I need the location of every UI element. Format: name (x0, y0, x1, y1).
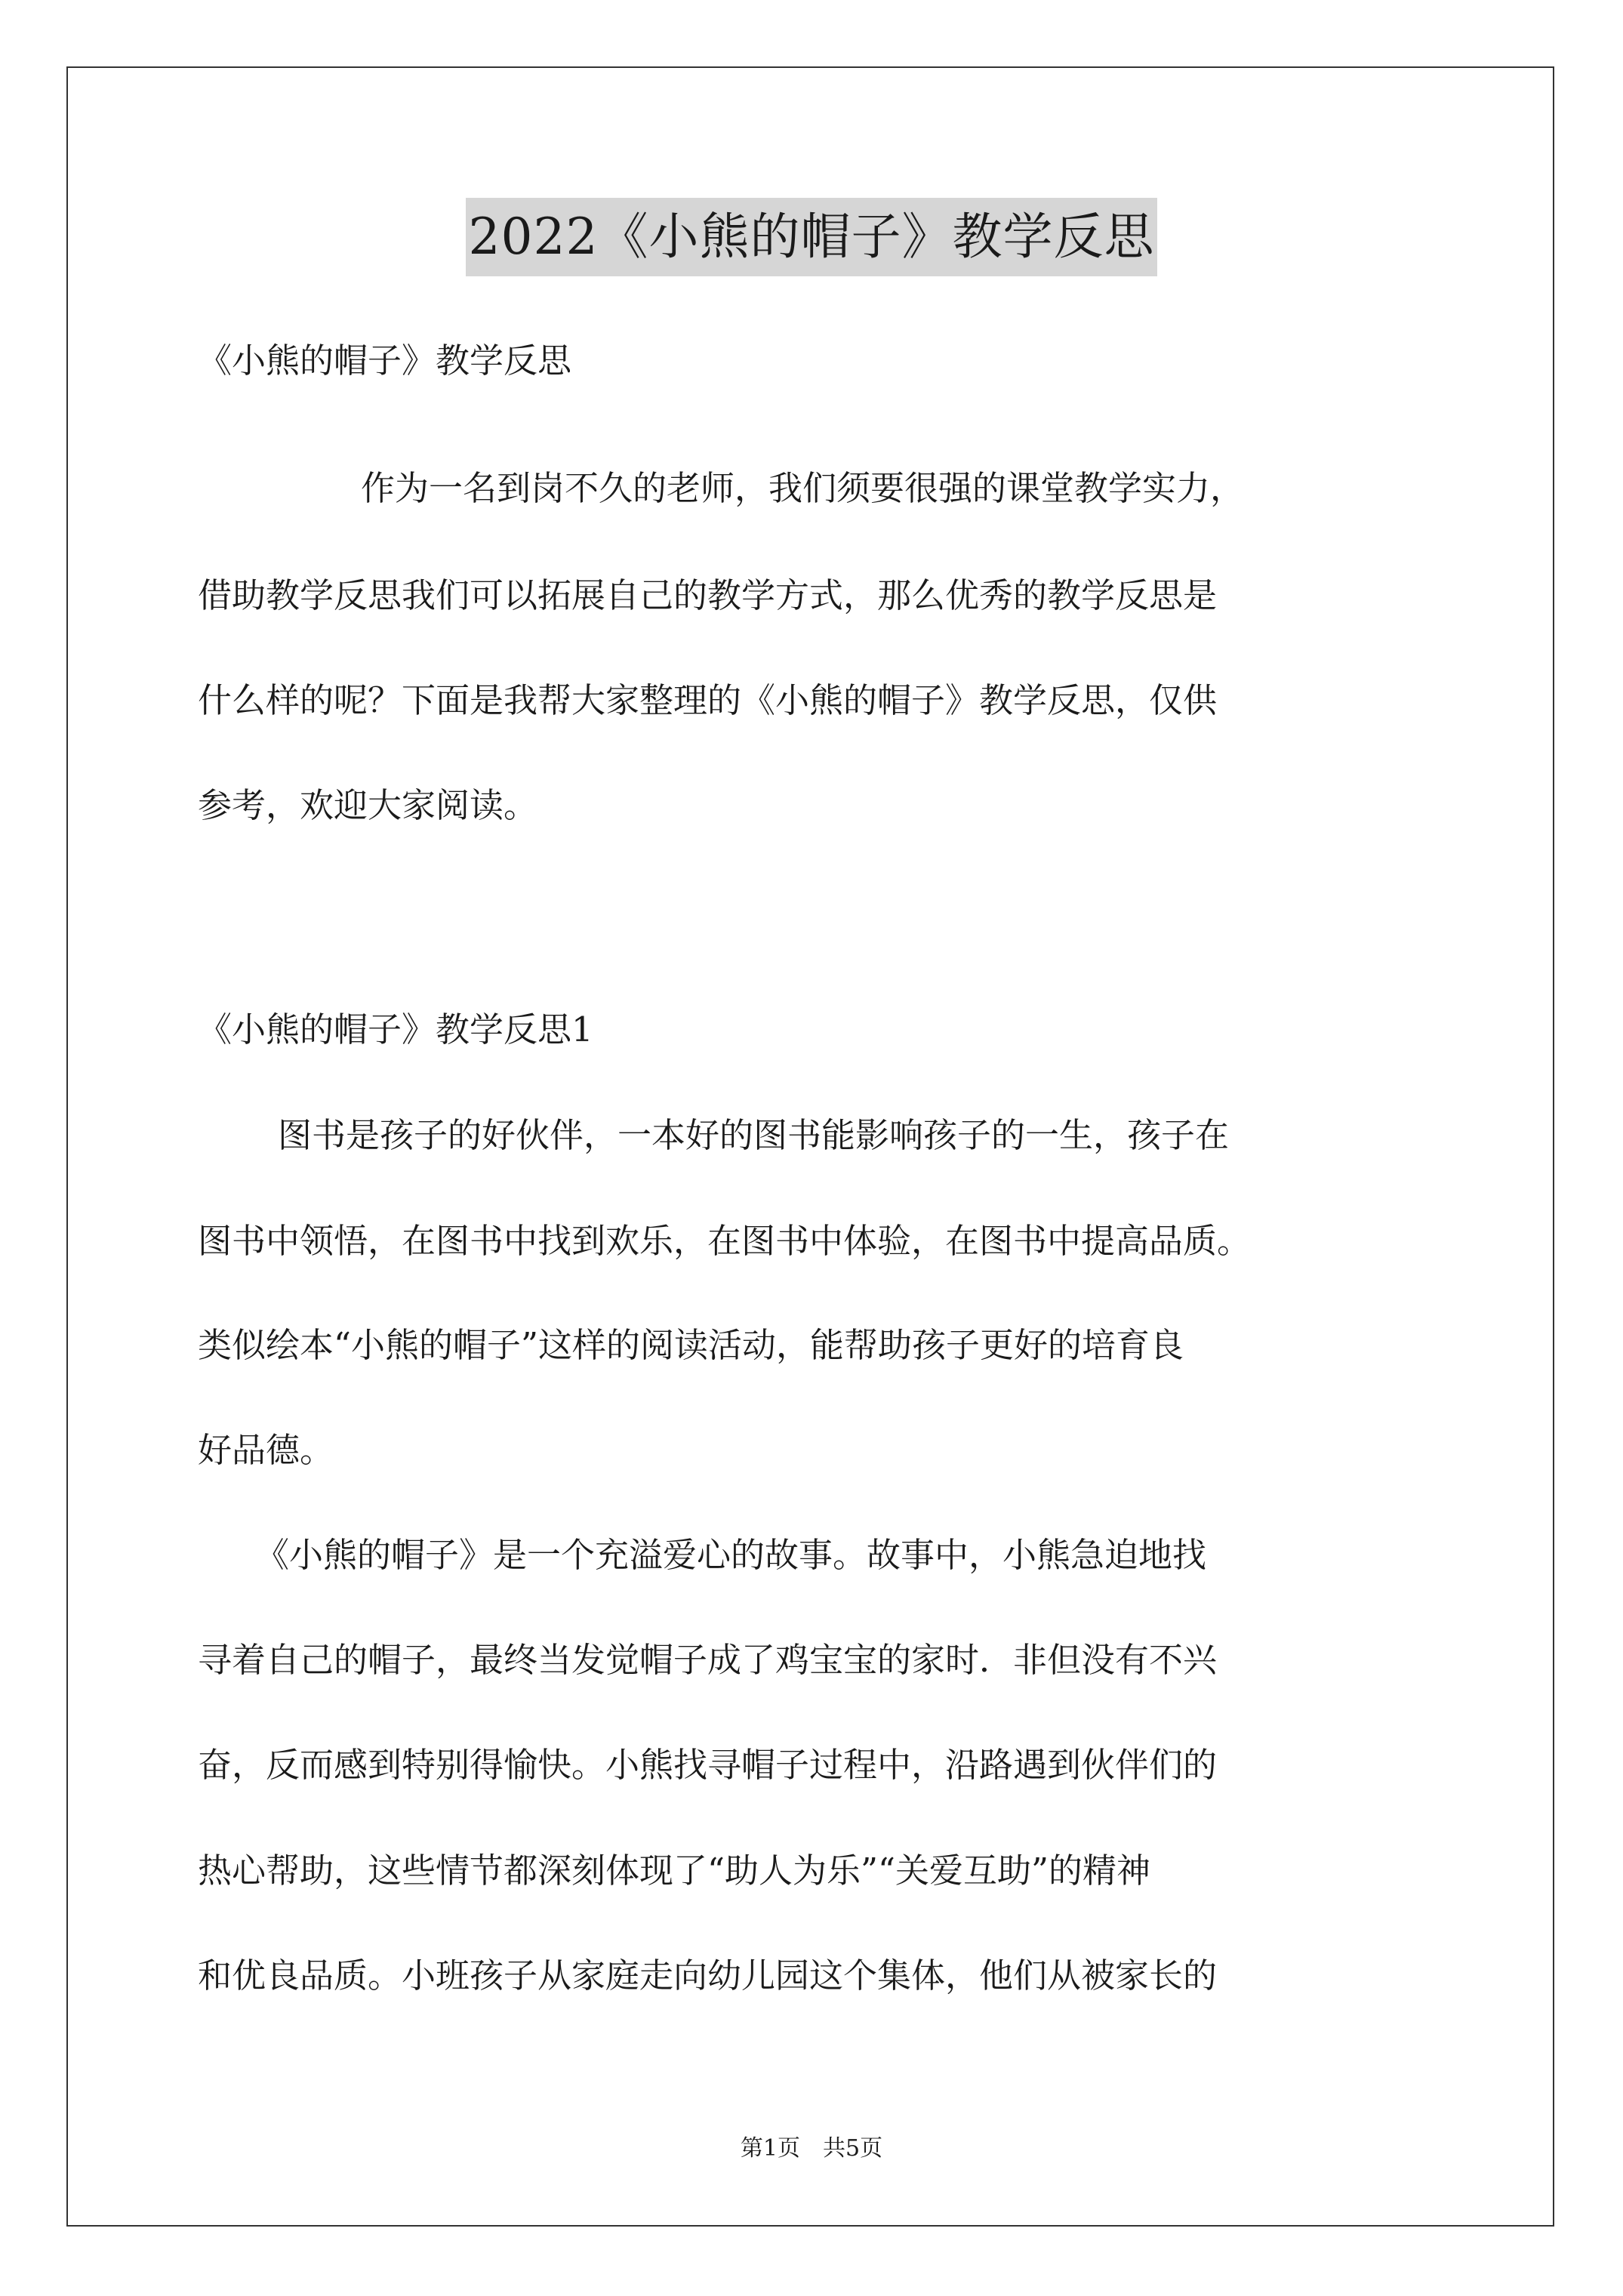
paragraph-line: 类似绘本“小熊的帽子”这样的阅读活动，能帮助孩子更好的培育良 (198, 1325, 1184, 1365)
paragraph-line: 什么样的呢？下面是我帮大家整理的《小熊的帽子》教学反思，仅供 (198, 680, 1218, 720)
paragraph-line: 图书是孩子的好伙伴，一本好的图书能影响孩子的一生，孩子在 (278, 1115, 1230, 1155)
paragraph-line: 《小熊的帽子》是一个充溢爱心的故事。故事中，小熊急迫地找 (255, 1535, 1207, 1575)
subtitle-line: 《小熊的帽子》教学反思 (198, 341, 572, 381)
paragraph-line: 好品德。 (198, 1430, 334, 1470)
section-heading: 《小熊的帽子》教学反思1 (198, 1009, 593, 1049)
title-container (0, 198, 1623, 276)
paragraph-line: 奋，反而感到特别得愉快。小熊找寻帽子过程中，沿路遇到伙伴们的 (198, 1745, 1218, 1785)
paragraph-line: 参考，欢迎大家阅读。 (198, 785, 538, 825)
page-number-footer: 第1页 共5页 (740, 2135, 883, 2162)
paragraph-line: 图书中领悟，在图书中找到欢乐，在图书中体验，在图书中提高品质。 (198, 1221, 1252, 1261)
paragraph-line: 热心帮助，这些情节都深刻体现了“助人为乐”“关爱互助”的精神 (198, 1851, 1151, 1891)
paragraph-line: 借助教学反思我们可以拓展自己的教学方式，那么优秀的教学反思是 (198, 575, 1218, 615)
paragraph-line: 和优良品质。小班孩子从家庭走向幼儿园这个集体，他们从被家长的 (198, 1955, 1218, 1996)
paragraph-line: 寻着自己的帽子，最终当发觉帽子成了鸡宝宝的家时．非但没有不兴 (198, 1640, 1218, 1680)
paragraph-line: 作为一名到岗不久的老师，我们须要很强的课堂教学实力， (361, 468, 1245, 508)
document-title: 2022《小熊的帽子》教学反思 (466, 198, 1158, 276)
